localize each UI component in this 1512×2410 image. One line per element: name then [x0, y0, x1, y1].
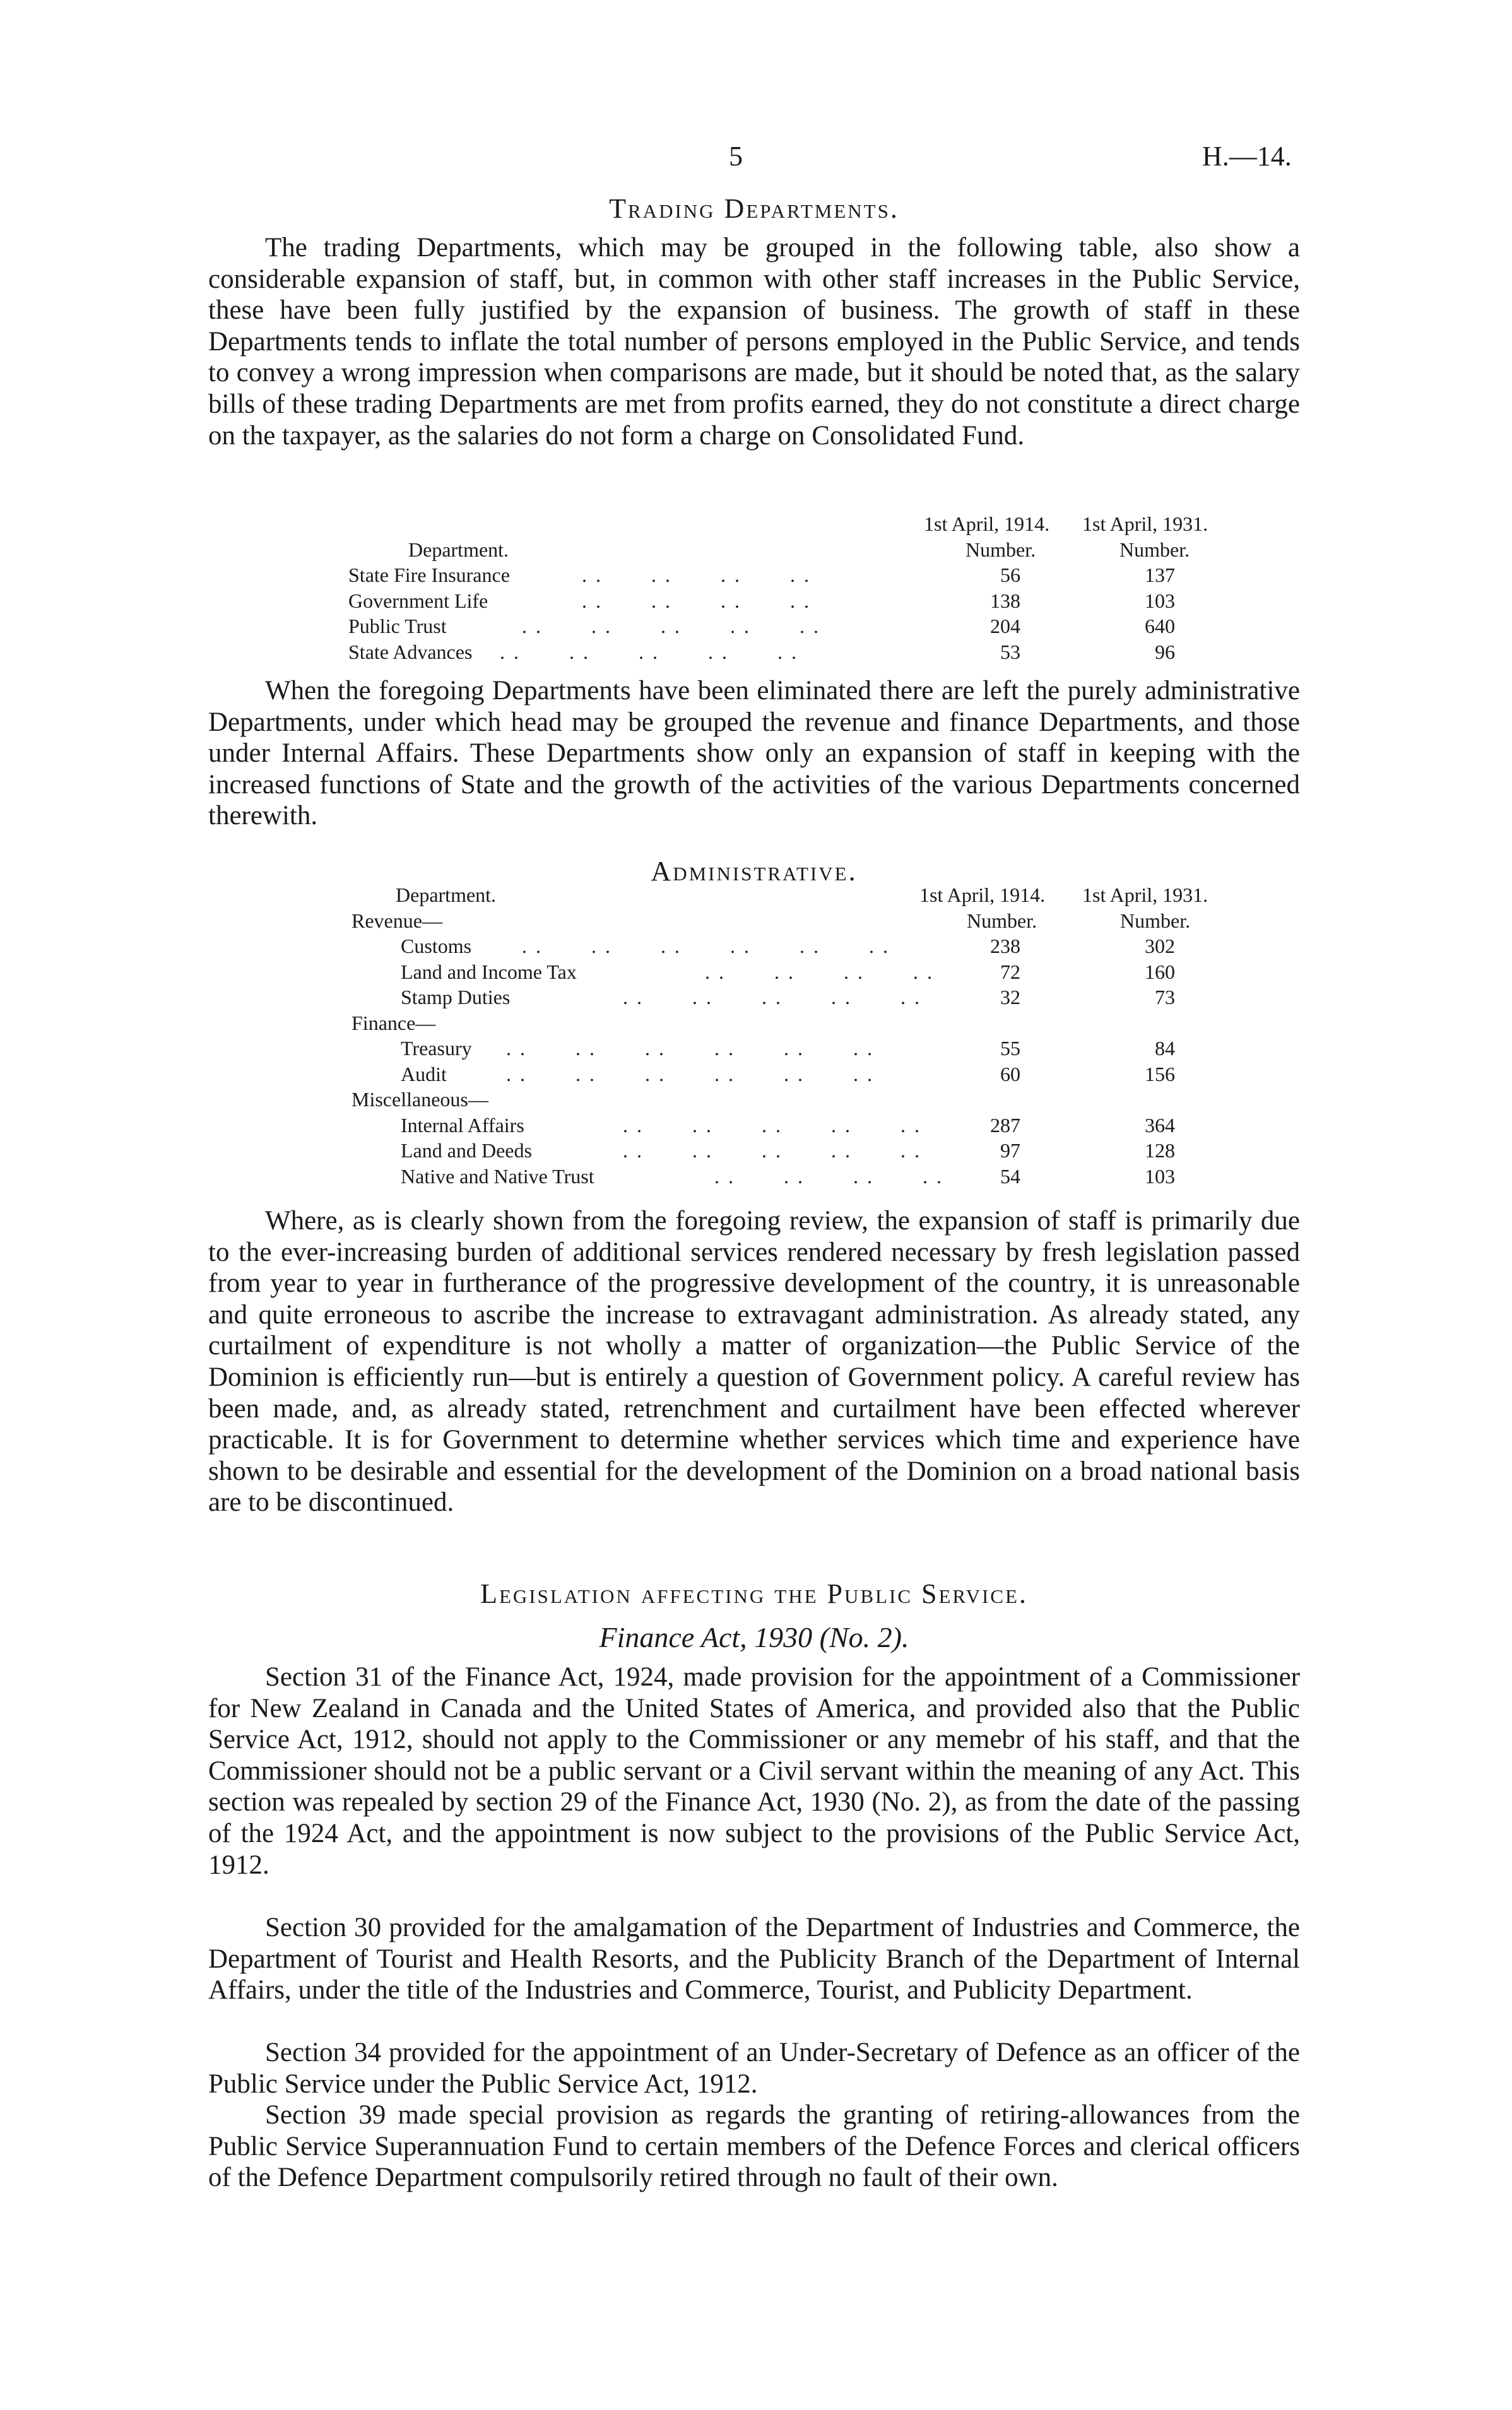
- table-row: [348, 588, 1263, 614]
- value-1931: 364: [1145, 1113, 1175, 1137]
- value-1914: 204: [990, 615, 1020, 637]
- dept-name: Customs: [401, 935, 472, 957]
- table-header-row: [348, 511, 1263, 537]
- paragraph-review: Where, as is clearly shown from the foregoing review, the expansion of staff is primarily due to the ever-increasing burden of additional services rendered necessary by fresh legislation passed from year to year in furtherance of the progressive development of the country, it is unreasonable and quite erroneous to ascribe the increase to extravagant administration. As already stated, any curtailment of expenditure is not wholly a matter of organization—the Public Service of the Dominion is efficiently run—but is entirely a question of Government policy. A careful review has been made, and, as already stated, retrenchment and curtailment have been effected wherever practicable. It is for Government to determine whether services which time and experience have shown to be desirable and essential for the development of the Dominion on a broad national basis are to be discontinued.: [208, 1206, 1300, 1518]
- leader-dots: .. .. .. .. ..: [623, 1139, 928, 1162]
- value-1914: 97: [1000, 1139, 1020, 1162]
- leader-dots: .. .. .. .. ..: [623, 1113, 928, 1137]
- value-1931: 128: [1145, 1139, 1175, 1162]
- paragraph-section-39: Section 39 made special provision as regards the granting of retiring-allowances from the Public Service Superannuation Fund to certain members of the Defence Forces and clerical officers of the Defence Department compulsorily retired through no fault of their own.: [208, 2100, 1300, 2193]
- leader-dots: .. .. .. ..: [582, 564, 818, 586]
- value-1931: 103: [1145, 589, 1175, 612]
- table-row: [348, 639, 1263, 665]
- col-header-1931: 1st April, 1931.: [1082, 883, 1208, 906]
- value-1931: 84: [1155, 1037, 1175, 1060]
- table-administrative: [351, 882, 1267, 1189]
- value-1931: 156: [1145, 1062, 1175, 1085]
- dept-name: Treasury: [401, 1037, 472, 1060]
- group-label-revenue: Revenue—: [351, 909, 442, 932]
- value-1914: 72: [1000, 960, 1020, 983]
- table-trading-departments: [348, 511, 1263, 665]
- leader-dots: .. .. .. .. .. ..: [506, 1062, 881, 1085]
- value-1914: 56: [1000, 564, 1020, 586]
- group-label-finance: Finance—: [351, 1011, 436, 1034]
- leader-dots: .. .. .. .. .. ..: [522, 935, 897, 957]
- leader-dots: .. .. .. ..: [714, 1164, 950, 1188]
- table-row: [351, 984, 1267, 1010]
- section-title-trading-departments: Trading Departments.: [609, 193, 899, 224]
- table-header-row: [351, 882, 1267, 908]
- dept-name: State Advances: [348, 640, 473, 663]
- table-subheader-row: [348, 537, 1263, 563]
- dept-name: Internal Affairs: [401, 1113, 524, 1137]
- value-1931: 103: [1145, 1164, 1175, 1188]
- table-row: [348, 613, 1263, 639]
- group-header-row: [351, 1010, 1267, 1036]
- value-1931: 137: [1145, 564, 1175, 586]
- num-header-1931: Number.: [1120, 909, 1191, 932]
- col-header-1914: 1st April, 1914.: [919, 883, 1046, 906]
- paragraph-administrative-departments: When the foregoing Departments have been eliminated there are left the purely administrative Departments, under which head may be grouped the revenue and finance Departments, and those under Internal Affairs. These Departments show only an expansion of staff in keeping with the increased functions of State and the growth of the activities of the various Departments concerned therewith.: [208, 676, 1300, 831]
- page-reference: H.—14.: [1202, 141, 1292, 172]
- paragraph-trading-departments: The trading Departments, which may be grouped in the following table, also show a considerable expansion of staff, but, in common with other staff increases in the Public Service, these have been fully justified by the expansion of business. The growth of staff in these Departments tends to inflate the total number of persons employed in the Public Service, and tends to convey a wrong impression when comparisons are made, but it should be noted that, as the salary bills of these trading Departments are met from profits earned, they do not constitute a direct charge on the taxpayer, as the salaries do not form a charge on Consolidated Fund.: [208, 233, 1300, 451]
- group-header-row: [351, 908, 1267, 934]
- value-1931: 302: [1145, 935, 1175, 957]
- group-label-miscellaneous: Miscellaneous—: [351, 1088, 488, 1111]
- value-1914: 54: [1000, 1164, 1020, 1188]
- page-number: 5: [729, 141, 743, 172]
- leader-dots: .. .. .. .. ..: [522, 615, 827, 637]
- table-row: [351, 1061, 1267, 1087]
- table-row: [351, 1036, 1267, 1061]
- value-1931: 640: [1145, 615, 1175, 637]
- value-1914: 287: [990, 1113, 1020, 1137]
- leader-dots: .. .. .. .. .. ..: [506, 1037, 881, 1060]
- table-row: [351, 1164, 1267, 1190]
- num-header-1914: Number.: [966, 538, 1036, 561]
- dept-name: Land and Income Tax: [401, 960, 577, 983]
- dept-name: Audit: [401, 1062, 447, 1085]
- dept-header: Department.: [408, 538, 509, 561]
- value-1914: 238: [990, 935, 1020, 957]
- leader-dots: .. .. .. ..: [582, 589, 818, 612]
- value-1914: 53: [1000, 640, 1020, 663]
- value-1931: 160: [1145, 960, 1175, 983]
- dept-name: Land and Deeds: [401, 1139, 532, 1162]
- value-1914: 55: [1000, 1037, 1020, 1060]
- leader-dots: .. .. .. .. ..: [623, 986, 928, 1008]
- value-1931: 96: [1155, 640, 1175, 663]
- paragraph-section-31: Section 31 of the Finance Act, 1924, made provision for the appointment of a Commissioner for New Zealand in Canada and the United States of America, and provided also that the Public Service Act, 1912, should not apply to the Commissioner or any memebr of his staff, and that the Commissioner should not be a public servant or a Civil servant within the meaning of any Act. This section was repealed by section 29 of the Finance Act, 1930 (No. 2), as from the date of the passing of the 1924 Act, and the appointment is now subject to the provisions of the Public Service Act, 1912.: [208, 1662, 1300, 1880]
- value-1914: 138: [990, 589, 1020, 612]
- col-header-1914: 1st April, 1914.: [924, 512, 1050, 535]
- value-1914: 60: [1000, 1062, 1020, 1085]
- table-row: [351, 933, 1267, 959]
- dept-name: Government Life: [348, 589, 488, 612]
- num-header-1931: Number.: [1119, 538, 1190, 561]
- dept-name: Public Trust: [348, 615, 447, 637]
- subsection-title-finance-act: Finance Act, 1930 (No. 2).: [599, 1621, 909, 1653]
- col-header-1931: 1st April, 1931.: [1082, 512, 1208, 535]
- dept-name: Native and Native Trust: [401, 1164, 594, 1188]
- table-row: [351, 1113, 1267, 1138]
- value-1931: 73: [1155, 986, 1175, 1008]
- paragraph-section-34: Section 34 provided for the appointment of an Under-Secretary of Defence as an officer of the Public Service under the Public Service Act, 1912.: [208, 2038, 1300, 2099]
- leader-dots: .. .. .. ..: [705, 960, 941, 983]
- dept-header: Department.: [396, 883, 497, 906]
- table-row: [351, 1138, 1267, 1164]
- dept-name: Stamp Duties: [401, 986, 511, 1008]
- group-header-row: [351, 1087, 1267, 1113]
- table-row: [351, 959, 1267, 985]
- paragraph-section-30: Section 30 provided for the amalgamation of the Department of Industries and Commerce, the Department of Tourist and Health Resorts, and the Publicity Branch of the Department of Internal Affairs, under the title of the Industries and Commerce, Tourist, and Publicity Department.: [208, 1913, 1300, 2005]
- dept-name: State Fire Insurance: [348, 564, 510, 586]
- table-title-administrative: Administrative.: [651, 856, 858, 887]
- table-row: [348, 562, 1263, 588]
- leader-dots: .. .. .. .. ..: [500, 640, 805, 663]
- section-title-legislation: Legislation affecting the Public Service.: [480, 1578, 1028, 1609]
- value-1914: 32: [1000, 986, 1020, 1008]
- num-header-1914: Number.: [967, 909, 1037, 932]
